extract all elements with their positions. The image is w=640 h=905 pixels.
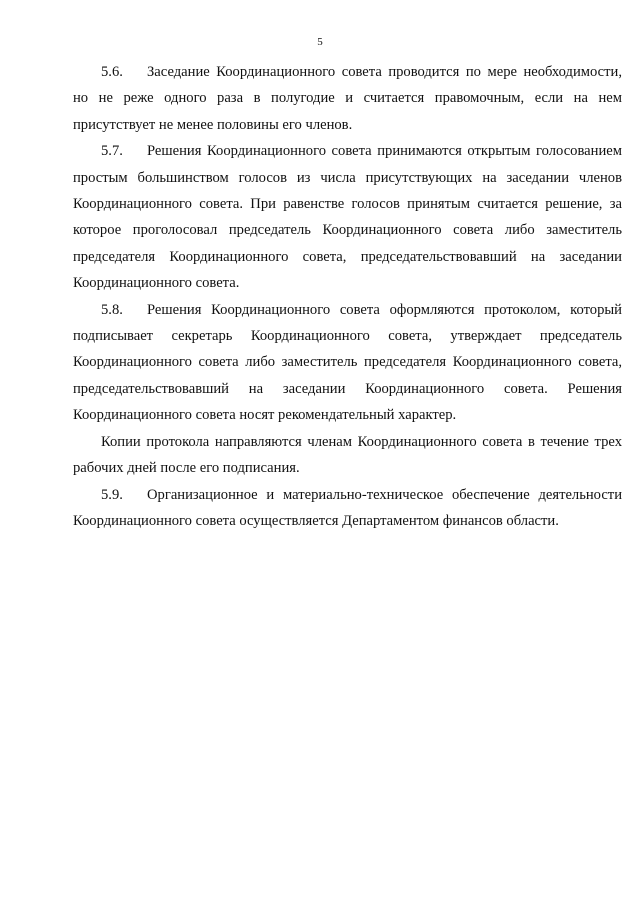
page-number: 5 — [317, 36, 323, 48]
document-body — [73, 59, 622, 534]
paragraph-5-8 — [73, 297, 622, 429]
paragraph-text: Решения Координационного совета оформляются протоколом, который подписывает секретарь Координационного совета, утверждает председатель Координационного совета либо заместитель председателя Координационного совета, председательствовавший на заседании Координационного совета. Решения Координационного совета носят рекомендательный характер. — [73, 301, 622, 424]
paragraph-number: 5.6. — [101, 64, 123, 80]
paragraph-text: Заседание Координационного совета проводится по мере необходимости, но не реже одного раза в полугодие и считается правомочным, если на нем присутствует не менее половины его членов. — [73, 64, 622, 133]
paragraph-5-7 — [73, 138, 622, 296]
paragraph-number: 5.7. — [101, 143, 123, 160]
paragraph-protocol-copies — [73, 429, 622, 482]
paragraph-5-9 — [73, 482, 622, 535]
paragraph-5-6 — [73, 59, 622, 138]
paragraph-text: Решения Координационного совета принимаются открытым голосованием простым большинством голосов из числа присутствующих на заседании членов Координационного совета. При равенстве голосов принятым считается решение, за которое проголосовал председатель Координационного совета либо заместитель председателя Координационного совета, председательствовавший на заседании Координационного совета. — [73, 143, 622, 292]
paragraph-text: Организационное и материально-техническое обеспечение деятельности Координационного совета осуществляется Департаментом финансов области. — [73, 486, 622, 529]
paragraph-number: 5.8. — [101, 301, 123, 318]
paragraph-text: Копии протокола направляются членам Координационного совета в течение трех рабочих дней после его подписания. — [73, 433, 622, 477]
paragraph-number: 5.9. — [101, 486, 123, 503]
